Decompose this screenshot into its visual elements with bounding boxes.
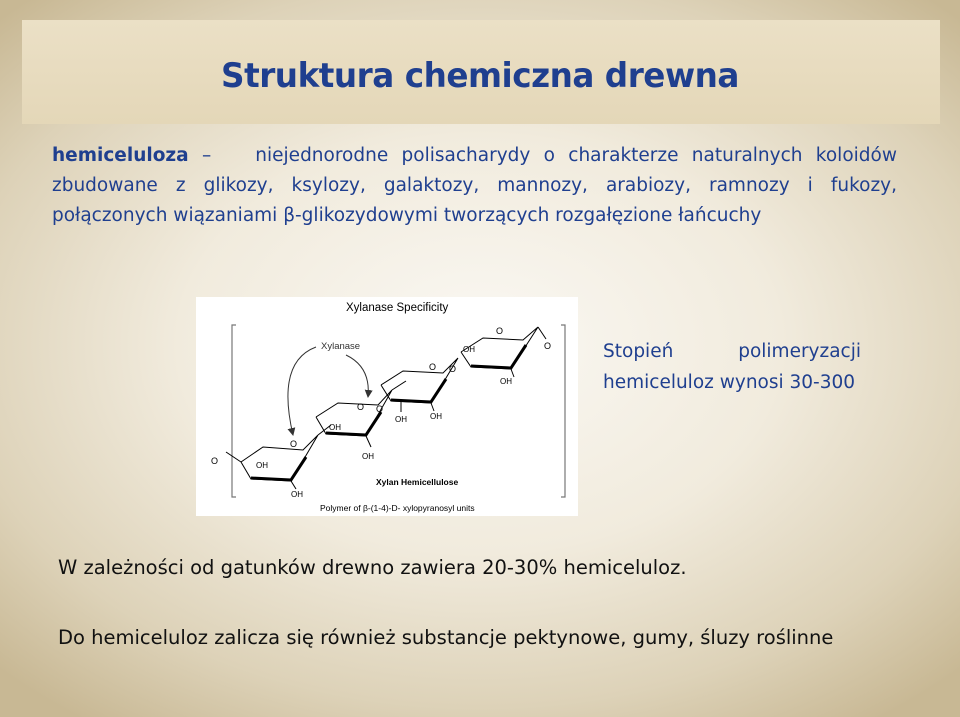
- atom-oh-8: OH: [500, 377, 512, 386]
- xylose-ring-2: [316, 381, 406, 447]
- atom-oh-5: OH: [395, 415, 407, 424]
- enzyme-label: Xylanase: [321, 341, 361, 352]
- polymerization-note: Stopień polimeryzacji hemiceluloz wynosi 30-300: [603, 341, 861, 393]
- atom-o-3: O: [357, 402, 365, 412]
- definition-text: niejednorodne polisacharydy o charakterze naturalnych koloidów zbudowane z glikozy, ksylozy, galaktozy, mannozy, arabiozy, ramnozy i fukozy, połączonych wiązaniami β-glikozydowymi tworzących rozgałęzione łańcuchy: [52, 145, 897, 226]
- atom-o-2: O: [290, 439, 298, 449]
- pectin-note: Do hemiceluloz zalicza się również substancje pektynowe, gumy, śluzy roślinne: [58, 626, 834, 649]
- atom-oh-7: OH: [463, 345, 475, 354]
- atom-o-1: O: [211, 456, 219, 466]
- atom-o-6: O: [449, 364, 457, 374]
- definition-paragraph: [52, 141, 897, 231]
- atom-o-8: O: [544, 341, 552, 351]
- figure-heading: Xylanase Specificity: [346, 302, 449, 314]
- xylose-ring-3: [381, 358, 458, 412]
- page-title: Struktura chemiczna drewna: [221, 56, 739, 96]
- atom-o-7: O: [496, 326, 504, 336]
- definition-term: hemiceluloza: [52, 145, 189, 166]
- xylan-structure-diagram: [196, 297, 578, 516]
- figure-name: Xylan Hemicellulose: [376, 477, 459, 487]
- left-bracket: [232, 325, 236, 497]
- enzyme-arrow-right: [346, 355, 368, 397]
- atom-o-4: O: [376, 404, 384, 414]
- xylan-structure-figure: [196, 297, 578, 516]
- content-note: W zależności od gatunków drewno zawiera 20-30% hemiceluloz.: [58, 556, 687, 579]
- right-bracket: [561, 325, 565, 497]
- xylose-ring-1: [226, 425, 331, 489]
- atom-oh-2: OH: [291, 490, 303, 499]
- figure-caption: Polymer of β-(1-4)-D- xylopyranosyl units: [320, 503, 475, 513]
- enzyme-arrow-left: [288, 347, 316, 435]
- definition-dash: –: [201, 145, 212, 166]
- atom-oh-4: OH: [362, 452, 374, 461]
- atom-oh-3: OH: [329, 423, 341, 432]
- atom-oh-6: OH: [430, 412, 442, 421]
- atom-o-5: O: [429, 362, 437, 372]
- atom-oh-1: OH: [256, 461, 268, 470]
